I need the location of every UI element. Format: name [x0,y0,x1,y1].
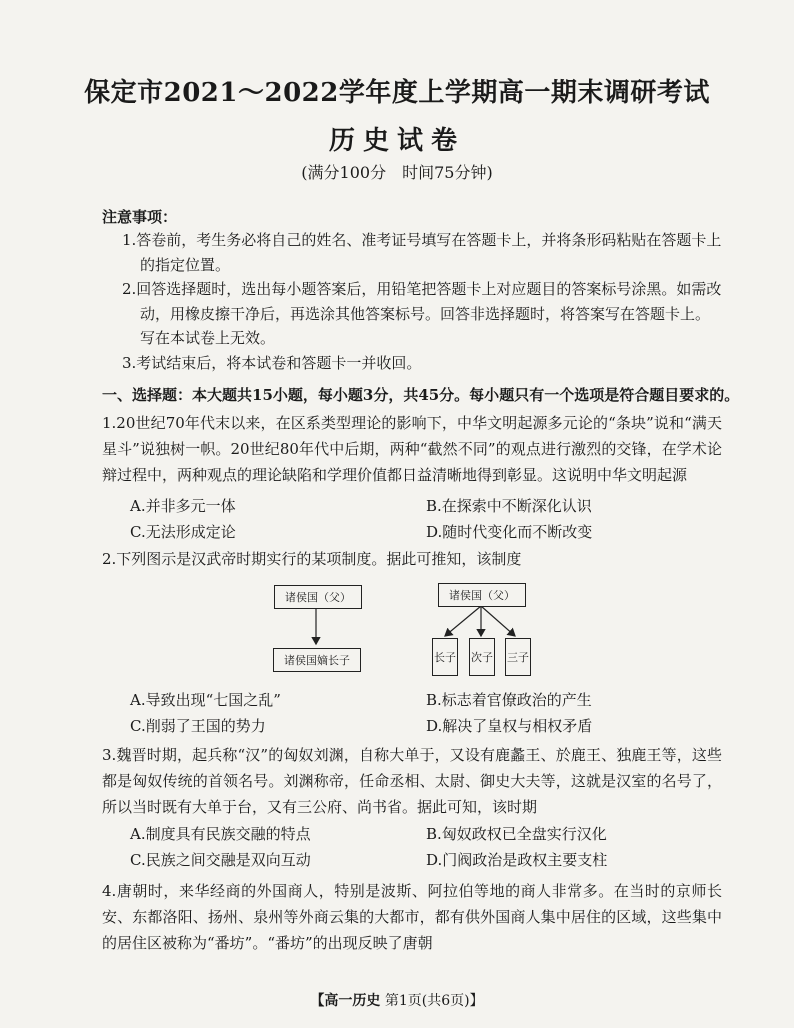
option-a: A.导致出现“七国之乱” [130,690,281,709]
diagram-child-label: 三子 [507,650,529,664]
option-c: C.民族之间交融是双向互动 [130,850,311,869]
diagram-child-label: 次子 [471,650,493,664]
notice-item: 2.回答选择题时，选出每小题答案后，用铅笔把答题卡上对应题目的答案标号涂黑。如需改动，用橡皮擦干净后，再选涂其他答案标号。回答非选择题时，将答案写在答题卡上。写在本试卷上无效。 [122,280,722,347]
page-footer [0,990,794,1010]
option-b: B.匈奴政权已全盘实行汉化 [426,824,607,843]
notice-item: 3.考试结束后，将本试卷和答题卡一并收回。 [122,353,422,372]
diagram-child-box [432,638,458,676]
option-a: A.制度具有民族交融的特点 [130,824,311,843]
arrow-line [445,606,481,636]
option-c: C.无法形成定论 [130,522,236,541]
footer-subject: 【高一历史 [310,993,381,1009]
exam-meta: (满分100分 时间75分钟) [301,163,493,182]
question-3 [102,742,722,820]
section-heading: 一、选择题：本大题共15小题，每小题3分，共45分。每小题只有一个选项是符合题目要求的。 [102,386,740,404]
option-b: B.在探索中不断深化认识 [426,496,592,515]
notice-item: 1.答卷前，考生务必将自己的姓名、准考证号填写在答题卡上，并将条形码粘贴在答题卡上的指定位置。 [122,231,722,274]
diagram-child-box [505,638,531,676]
question-3-options [130,820,690,872]
option-d: D.随时代变化而不断改变 [426,522,593,541]
diagram-child-label: 长子 [434,650,456,664]
footer-page: 第1页(共6页)】 [384,993,484,1009]
exam-title: 保定市2021～2022学年度上学期高一期末调研考试 [84,78,710,108]
option-d: D.解决了皇权与相权矛盾 [426,716,593,735]
option-a: A.并非多元一体 [130,496,236,515]
question-stem: 4.唐朝时，来华经商的外国商人，特别是波斯、阿拉伯等地的商人非常多。在当时的京师长安、东都洛阳、扬州、泉州等外商云集的大都市，都有供外国商人集中居住的区域，这些集中的居住区被称为“番坊”。“番坊”的出现反映了唐朝 [102,882,722,952]
option-d: D.门阀政治是政权主要支柱 [426,850,608,869]
exam-subtitle: 历史试卷 [328,126,465,156]
option-b: B.标志着官僚政治的产生 [426,690,592,709]
question-stem: 2.下列图示是汉武帝时期实行的某项制度。据此可推知，该制度 [102,550,522,568]
notice-title: 注意事项： [102,208,178,226]
diagram-right-top: 诸侯国（父） [438,583,526,607]
question-stem: 1.20世纪70年代末以来，在区系类型理论的影响下，中华文明起源多元论的“条块”说和“满天星斗”说独树一帜。20世纪80年代中后期，两种“截然不同”的观点进行激烈的交锋，在学术论辩过程中，两种观点的理论缺陷和学理价值都日益清晰地得到彰显。这说明中华文明起源 [102,414,722,484]
question-2-options [130,686,690,738]
question-stem: 3.魏晋时期，起兵称“汉”的匈奴刘渊，自称大单于，又设有鹿蠡王、於鹿王、独鹿王等，这些都是匈奴传统的首领名号。刘渊称帝，任命丞相、太尉、御史大夫等，这就是汉室的名号了，所以当时既有大单于台，又有三公府、尚书省。据此可知，该时期 [102,746,722,816]
option-c: C.削弱了王国的势力 [130,716,266,735]
diagram-child-box [469,638,495,676]
diagram-left-top: 诸侯国（父） [274,585,362,609]
arrow-line [481,606,515,636]
diagram-left-bottom: 诸侯国嫡长子 [273,648,361,672]
question-4 [102,878,722,956]
